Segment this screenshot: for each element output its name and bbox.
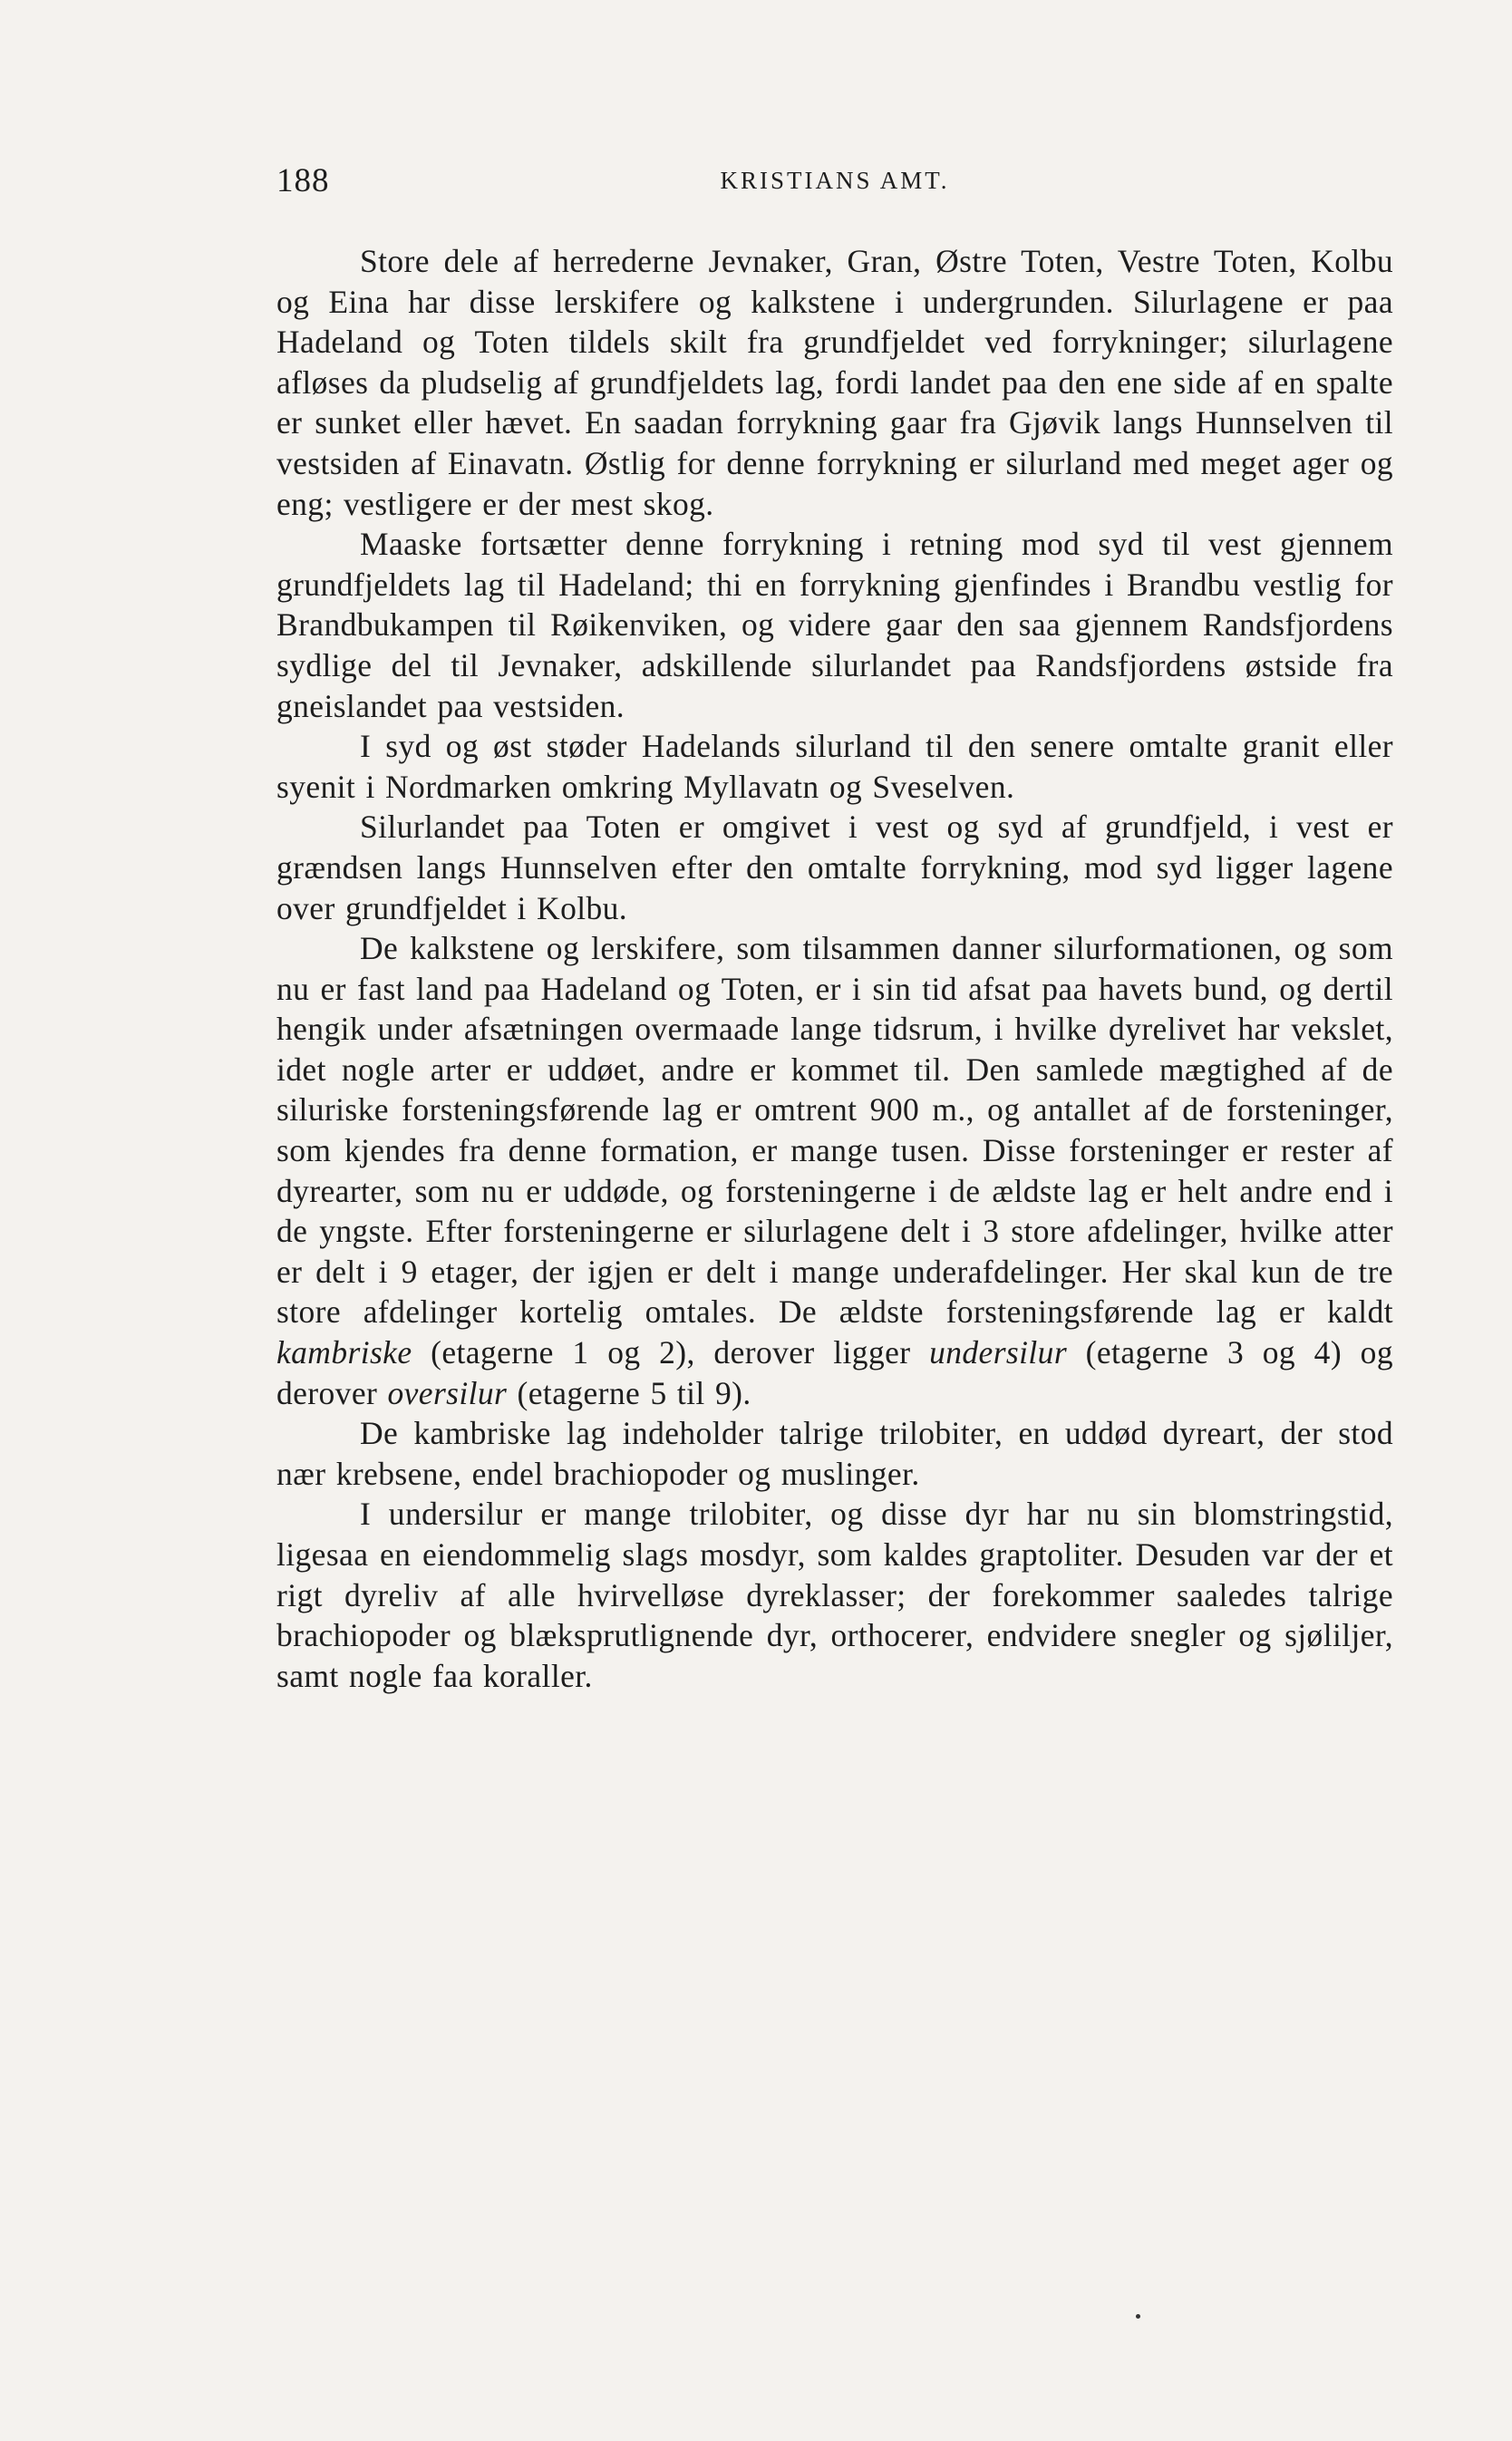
text-segment: I undersilur er mange trilobiter, og disse dyr har nu sin blomstringstid, ligesaa en eiendommelig slags mosdyr, som kaldes graptoliter. Desuden var der et rigt dyreliv af alle hvirvelløse dyreklasser; der forekommer saaledes talrige brachiopoder og blæksprutlignende dyr, orthocerer, endvidere snegler og sjøliljer, samt nogle faa koraller. [276,1496,1393,1694]
text-segment: De kalkstene og lerskifere, som tilsammen danner silurformationen, og som nu er fast land paa Hadeland og Toten, er i sin tid afsat paa havets bund, og dertil hengik under afsætningen overmaade lange tidsrum, i hvilke dyrelivet har vekslet, idet nogle arter er uddøet, andre er kommet til. Den samlede mægtighed af de siluriske forsteningsførende lag er omtrent 900 m., og antallet af de forsteninger, som kjendes fra denne formation, er mange tusen. Disse forsteninger er rester af dyrearter, som nu er uddøde, og forsteningerne i de ældste lag er helt andre end i de yngste. Efter forsteningerne er silurlagene delt i 3 store afdelinger, hvilke atter er delt i 9 etager, der igjen er delt i mange underafdelinger. Her skal kun de tre store afdelinger kortelig omtales. De ældste forsteningsførende lag er kaldt [276,930,1393,1331]
paragraph [276,241,1393,524]
paragraph [276,1494,1393,1696]
italic-term: undersilur [929,1334,1068,1371]
running-head: KRISTIANS AMT. [720,167,950,194]
text-segment: (etagerne 1 og 2), derover ligger [412,1334,930,1371]
italic-term: oversilur [387,1374,508,1411]
body-text [276,241,1393,1696]
text-segment: I syd og øst støder Hadelands silurland til den senere omtalte granit eller syenit i Nordmarken omkring Myllavatn og Sveselven. [276,728,1393,805]
text-segment: (etagerne 3 og 4) og derover [276,1334,1393,1411]
paragraph [276,928,1393,1413]
page-number: 188 [276,162,330,199]
text-segment: (etagerne 5 til 9). [507,1374,751,1411]
paragraph [276,1413,1393,1494]
text-segment: Silurlandet paa Toten er omgivet i vest og syd af grundfjeld, i vest er grændsen langs Hunnselven efter den omtalte forrykning, mod syd ligger lagene over grundfjeldet i Kolbu. [276,809,1393,926]
italic-term: kambriske [276,1334,412,1371]
text-segment: De kambriske lag indeholder talrige trilobiter, en uddød dyreart, der stod nær krebsene, endel brachiopoder og muslinger. [276,1415,1393,1492]
text-segment: Maaske fortsætter denne forrykning i retning mod syd til vest gjennem grundfjeldets lag til Hadeland; thi en forrykning gjenfindes i Brandbu vestlig for Brandbukampen til Røikenviken, og videre gaar den saa gjennem Randsfjordens sydlige del til Jevnaker, adskillende silurlandet paa Randsfjordens østside fra gneislandet paa vestsiden. [276,526,1393,724]
paragraph [276,524,1393,726]
paragraph [276,807,1393,928]
page-header [276,161,1393,207]
text-segment: Store dele af herrederne Jevnaker, Gran, Østre Toten, Vestre Toten, Kolbu og Eina har disse lerskifere og kalkstene i undergrunden. Silurlagene er paa Hadeland og Toten tildels skilt fra grundfjeldet ved forrykninger; silurlagene afløses da pludselig af grundfjeldets lag, fordi landet paa den ene side af en spalte er sunket eller hævet. En saadan forrykning gaar fra Gjøvik langs Hunnselven til vestsiden af Einavatn. Østlig for denne forrykning er silurland med meget ager og eng; vestligere er der mest skog. [276,243,1393,522]
paragraph [276,726,1393,807]
print-speck [1136,2314,1140,2319]
